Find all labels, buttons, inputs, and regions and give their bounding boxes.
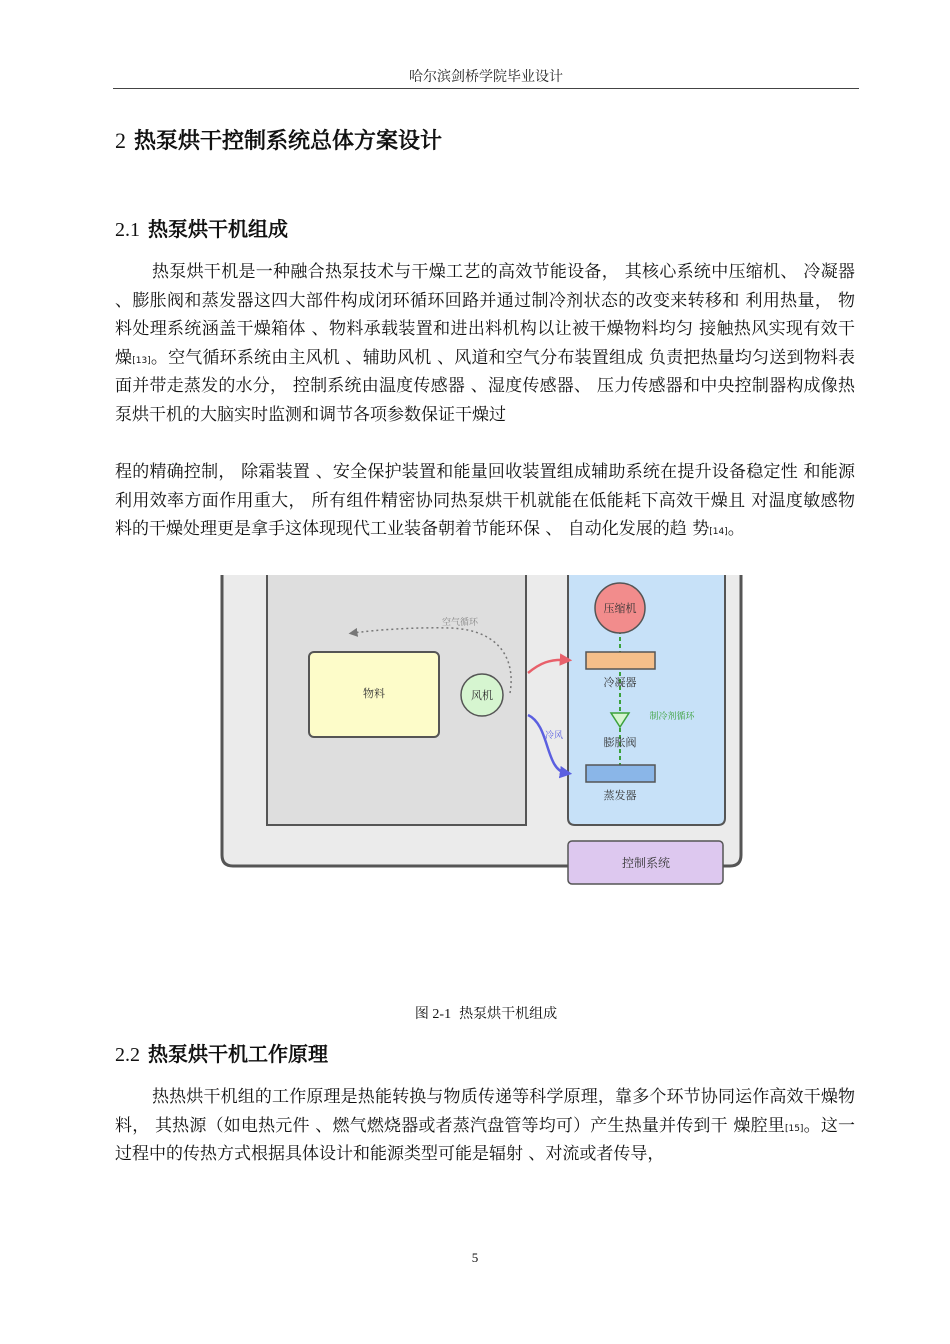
condenser-icon — [586, 652, 655, 669]
section-2-2-number: 2.2 — [115, 1044, 140, 1066]
citation-14: [14] — [709, 527, 728, 538]
material-label: 物料 — [363, 687, 385, 700]
heat-pump-dryer-figure — [210, 575, 750, 895]
expansion-valve-label: 膨胀阀 — [603, 736, 637, 749]
heat-pump-diagram — [210, 575, 750, 895]
cold-air-label: 冷风 — [544, 731, 564, 741]
air-circulation-label: 空气循环 — [441, 618, 479, 628]
section-2-2-heading — [115, 1038, 328, 1067]
header-rule — [113, 88, 859, 89]
paragraph-text: 热泵烘干机是一种融合热泵技术与干燥工艺的高效节能设备， 其核心系统中压缩机、 冷凝器 、膨胀阀和蒸发器这四大部件构成闭环循环回路并通过制冷剂状态的改变来转移和 利用热量， 物料处理系统涵盖干燥箱体 、物料承载装置和进出料机构以让被干燥物料均匀 接触热风实现有效干燥 — [115, 262, 855, 368]
section-2-2-paragraph-1 — [115, 1083, 855, 1169]
figure-number: 图 2-1 — [414, 1007, 452, 1022]
refrigerant-cycle-label: 制冷剂循环 — [649, 712, 695, 722]
paragraph-text: 。 — [727, 519, 745, 540]
control-system-label: 控制系统 — [621, 856, 671, 870]
paragraph-text: 。这一过程中的传热方式根据具体设计和能源类型可能是辐射 、对流或者传导， — [115, 1115, 856, 1165]
paragraph-text: 热热烘干机组的工作原理是热能转换与物质传递等科学原理，靠多个环节协同运作高效干燥物料， 其热源（如电热元件 、燃气燃烧器或者蒸汽盘管等均可）产生热量并传到干 燥腔里 — [115, 1087, 855, 1136]
running-header: 哈尔滨剑桥学院毕业设计 — [409, 69, 563, 85]
citation-13: [13] — [132, 355, 151, 366]
chapter-title: 热泵烘干控制系统总体方案设计 — [134, 129, 443, 154]
chapter-number: 2 — [115, 128, 126, 153]
section-2-2-title: 热泵烘干机工作原理 — [148, 1042, 328, 1066]
section-2-1-heading — [115, 213, 288, 242]
section-2-1-paragraph-2 — [115, 458, 855, 544]
condenser-label: 冷凝器 — [603, 676, 637, 689]
figure-caption-text: 热泵烘干机组成 — [459, 1006, 558, 1022]
section-2-1-number: 2.1 — [115, 219, 140, 241]
page-number: 5 — [471, 1250, 479, 1265]
evaporator-icon — [586, 765, 655, 782]
paragraph-text: 程的精确控制， 除霜装置 、安全保护装置和能量回收装置组成辅助系统在提升设备稳定性 和能源利用效率方面作用重大， 所有组件精密协同热泵烘干机就能在低能耗下高效干燥且 对温度敏感物料的干燥处理更是拿手这体现现代工业装备朝着节能环保 、 自动化发展的趋 势 — [115, 462, 855, 540]
evaporator-label: 蒸发器 — [603, 789, 637, 802]
citation-15: [15] — [784, 1123, 804, 1134]
chapter-heading — [115, 124, 442, 155]
figure-caption — [113, 1003, 859, 1023]
paragraph-text: 。空气循环系统由主风机 、辅助风机 、风道和空气分布装置组成 负责把热量均匀送到物料表面并带走蒸发的水分， 控制系统由温度传感器 、湿度传感器、 压力传感器和中央控制器构成像热泵烘干机的大脑实时监测和调节各项参数保证干燥过 — [115, 347, 856, 425]
section-2-1-paragraph-1 — [115, 258, 855, 430]
fan-label: 风机 — [471, 689, 493, 702]
heat-pump-unit — [568, 575, 725, 825]
section-2-1-title: 热泵烘干机组成 — [148, 217, 288, 241]
compressor-label: 压缩机 — [603, 602, 637, 615]
